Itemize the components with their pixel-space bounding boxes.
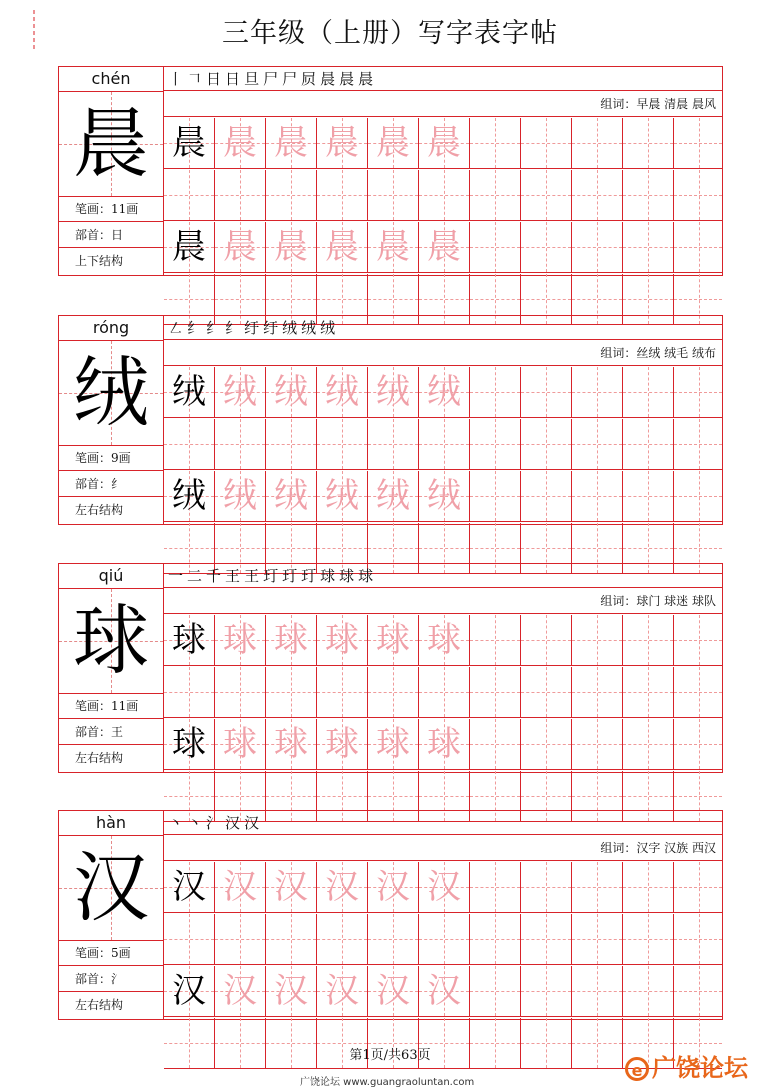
practice-cell[interactable] bbox=[317, 615, 368, 666]
stroke-step: 汉 bbox=[244, 814, 260, 832]
practice-cell[interactable] bbox=[215, 667, 266, 718]
trace-character: 球 bbox=[274, 724, 308, 764]
trace-character: 汉 bbox=[223, 867, 257, 907]
practice-cell[interactable] bbox=[572, 862, 623, 913]
structure: 左右结构 bbox=[75, 751, 124, 765]
practice-cell[interactable] bbox=[215, 615, 266, 666]
trace-character: 球 bbox=[325, 620, 359, 660]
trace-character: 球 bbox=[376, 620, 410, 660]
character-info-column bbox=[59, 67, 164, 275]
practice-cell[interactable] bbox=[317, 367, 368, 418]
practice-cell[interactable] bbox=[215, 471, 266, 522]
practice-cell[interactable] bbox=[215, 719, 266, 770]
practice-cell[interactable] bbox=[266, 118, 317, 169]
sample-character: 绒 bbox=[172, 476, 206, 516]
practice-cell[interactable] bbox=[266, 471, 317, 522]
practice-cell[interactable] bbox=[317, 471, 368, 522]
practice-cell[interactable] bbox=[266, 615, 317, 666]
stroke-step: 球 bbox=[320, 567, 336, 585]
practice-cell[interactable] bbox=[164, 367, 215, 418]
practice-grid bbox=[164, 222, 722, 326]
practice-cell[interactable] bbox=[215, 419, 266, 470]
pinyin: qiú bbox=[59, 564, 163, 589]
practice-cell[interactable] bbox=[419, 966, 470, 1017]
practice-cell[interactable] bbox=[215, 862, 266, 913]
practice-cell[interactable] bbox=[419, 914, 470, 965]
practice-cell[interactable] bbox=[470, 719, 521, 770]
practice-cell[interactable] bbox=[215, 222, 266, 273]
stroke-step: 尸 bbox=[263, 70, 279, 88]
practice-cell[interactable] bbox=[266, 367, 317, 418]
practice-cell[interactable] bbox=[623, 862, 674, 913]
practice-cell[interactable] bbox=[164, 966, 215, 1017]
practice-grid bbox=[164, 118, 722, 222]
stroke-order bbox=[164, 811, 722, 835]
practice-cell[interactable] bbox=[674, 118, 722, 169]
practice-cell[interactable] bbox=[317, 419, 368, 470]
practice-cell[interactable] bbox=[419, 862, 470, 913]
practice-cell[interactable] bbox=[368, 966, 419, 1017]
practice-cell[interactable] bbox=[215, 170, 266, 221]
practice-cell[interactable] bbox=[470, 966, 521, 1017]
practice-cell[interactable] bbox=[572, 966, 623, 1017]
practice-cell[interactable] bbox=[368, 419, 419, 470]
practice-cell[interactable] bbox=[470, 667, 521, 718]
stroke-step: 绒 bbox=[282, 319, 298, 337]
practice-cell[interactable] bbox=[419, 367, 470, 418]
trace-character: 绒 bbox=[223, 372, 257, 412]
trace-character: 球 bbox=[427, 620, 461, 660]
practice-cell[interactable] bbox=[164, 118, 215, 169]
practice-cell[interactable] bbox=[317, 966, 368, 1017]
model-character-box bbox=[59, 341, 163, 446]
practice-cell[interactable] bbox=[572, 170, 623, 221]
stroke-count: 笔画：5画 bbox=[59, 941, 163, 966]
trace-character: 汉 bbox=[376, 971, 410, 1011]
model-character: 球 bbox=[73, 596, 149, 685]
practice-cell[interactable] bbox=[521, 419, 572, 470]
trace-character: 晨 bbox=[376, 227, 410, 267]
practice-cell[interactable] bbox=[623, 170, 674, 221]
stroke-step: ㇜ bbox=[168, 319, 184, 337]
practice-cell[interactable] bbox=[572, 367, 623, 418]
practice-cell[interactable] bbox=[674, 170, 722, 221]
practice-cell[interactable] bbox=[572, 719, 623, 770]
character-info-column bbox=[59, 316, 164, 524]
model-character: 汉 bbox=[73, 843, 149, 932]
stroke-step: 纟 bbox=[187, 319, 203, 337]
stroke-step: 汉 bbox=[225, 814, 241, 832]
stroke-step: 纡 bbox=[244, 319, 260, 337]
practice-cell[interactable] bbox=[317, 914, 368, 965]
word-examples: 组词：汉字 汉族 西汉 bbox=[164, 836, 722, 861]
sample-character: 绒 bbox=[172, 372, 206, 412]
stroke-order bbox=[164, 316, 722, 340]
radical: 部首：日 bbox=[59, 223, 163, 248]
stroke-step: 𠃍 bbox=[187, 70, 203, 88]
structure: 左右结构 bbox=[75, 998, 124, 1012]
practice-grid bbox=[164, 719, 722, 823]
practice-cell[interactable] bbox=[368, 222, 419, 273]
trace-character: 绒 bbox=[376, 476, 410, 516]
practice-cell[interactable] bbox=[623, 914, 674, 965]
practice-cell[interactable] bbox=[368, 118, 419, 169]
sample-character: 球 bbox=[172, 724, 206, 764]
practice-cell[interactable] bbox=[623, 367, 674, 418]
trace-character: 汉 bbox=[223, 971, 257, 1011]
practice-cell[interactable] bbox=[419, 615, 470, 666]
practice-cell[interactable] bbox=[368, 615, 419, 666]
stroke-step: 玎 bbox=[301, 567, 317, 585]
radical: 部首：纟 bbox=[59, 472, 163, 497]
practice-cell[interactable] bbox=[521, 719, 572, 770]
practice-cell[interactable] bbox=[266, 719, 317, 770]
word-examples: 组词：丝绒 绒毛 绒布 bbox=[164, 341, 722, 366]
stroke-step: 日 bbox=[225, 70, 241, 88]
trace-character: 汉 bbox=[427, 971, 461, 1011]
pinyin: hàn bbox=[59, 811, 163, 836]
trace-character: 绒 bbox=[223, 476, 257, 516]
practice-cell[interactable] bbox=[521, 615, 572, 666]
practice-cell[interactable] bbox=[674, 667, 722, 718]
structure: 左右结构 bbox=[75, 503, 124, 517]
trace-character: 绒 bbox=[274, 476, 308, 516]
practice-cell[interactable] bbox=[623, 118, 674, 169]
stroke-step: 日 bbox=[206, 70, 222, 88]
practice-cell[interactable] bbox=[623, 419, 674, 470]
practice-cell[interactable] bbox=[164, 170, 215, 221]
trace-character: 晨 bbox=[274, 123, 308, 163]
trace-character: 绒 bbox=[274, 372, 308, 412]
character-block bbox=[58, 66, 723, 276]
structure: 上下结构 bbox=[75, 254, 124, 268]
stroke-step: 丶 bbox=[168, 814, 184, 832]
stroke-step: 晨 bbox=[358, 70, 374, 88]
model-character: 晨 bbox=[73, 99, 149, 188]
practice-cell[interactable] bbox=[521, 667, 572, 718]
practice-cell[interactable] bbox=[521, 170, 572, 221]
trace-character: 晨 bbox=[427, 123, 461, 163]
logo-text: 广饶论坛 bbox=[652, 1054, 748, 1082]
practice-cell[interactable] bbox=[266, 419, 317, 470]
practice-cell[interactable] bbox=[419, 118, 470, 169]
practice-cell[interactable] bbox=[266, 170, 317, 221]
practice-cell[interactable] bbox=[368, 170, 419, 221]
logo-e-icon: e bbox=[625, 1057, 649, 1081]
trace-character: 晨 bbox=[427, 227, 461, 267]
practice-cell[interactable] bbox=[623, 222, 674, 273]
page-title: 三年级（上册）写字表字帖 bbox=[222, 18, 558, 49]
practice-cell[interactable] bbox=[572, 222, 623, 273]
practice-cell[interactable] bbox=[521, 118, 572, 169]
stroke-step: 一 bbox=[168, 567, 184, 585]
trace-character: 球 bbox=[274, 620, 308, 660]
stroke-step: 氵 bbox=[206, 814, 222, 832]
practice-cell[interactable] bbox=[470, 222, 521, 273]
practice-cell[interactable] bbox=[674, 719, 722, 770]
practice-cell[interactable] bbox=[623, 471, 674, 522]
radical: 部首：王 bbox=[59, 720, 163, 745]
practice-cell[interactable] bbox=[521, 966, 572, 1017]
trace-character: 汉 bbox=[376, 867, 410, 907]
stroke-order bbox=[164, 564, 722, 588]
stroke-step: 纡 bbox=[263, 319, 279, 337]
practice-cell[interactable] bbox=[521, 471, 572, 522]
practice-cell[interactable] bbox=[215, 118, 266, 169]
practice-cell[interactable] bbox=[368, 719, 419, 770]
practice-cell[interactable] bbox=[572, 615, 623, 666]
practice-cell[interactable] bbox=[317, 170, 368, 221]
sample-character: 汉 bbox=[172, 971, 206, 1011]
stroke-step: 绒 bbox=[320, 319, 336, 337]
practice-cell[interactable] bbox=[419, 667, 470, 718]
trace-character: 球 bbox=[427, 724, 461, 764]
practice-cell[interactable] bbox=[674, 471, 722, 522]
practice-cell[interactable] bbox=[368, 862, 419, 913]
trace-character: 晨 bbox=[325, 227, 359, 267]
practice-grid bbox=[164, 862, 722, 966]
practice-cell[interactable] bbox=[521, 222, 572, 273]
practice-cell[interactable] bbox=[572, 471, 623, 522]
radical: 部首：氵 bbox=[59, 967, 163, 992]
stroke-step: 千 bbox=[206, 567, 222, 585]
sample-character: 晨 bbox=[172, 123, 206, 163]
trace-character: 晨 bbox=[223, 227, 257, 267]
practice-cell[interactable] bbox=[368, 914, 419, 965]
stroke-count: 笔画：9画 bbox=[59, 446, 163, 471]
practice-cell[interactable] bbox=[164, 862, 215, 913]
stroke-step: 尸 bbox=[282, 70, 298, 88]
trace-character: 球 bbox=[223, 724, 257, 764]
sample-character: 晨 bbox=[172, 227, 206, 267]
practice-cell[interactable] bbox=[470, 862, 521, 913]
trace-character: 汉 bbox=[274, 867, 308, 907]
trace-character: 晨 bbox=[274, 227, 308, 267]
practice-cell[interactable] bbox=[521, 367, 572, 418]
practice-cell[interactable] bbox=[317, 222, 368, 273]
stroke-count: 笔画：11画 bbox=[59, 694, 163, 719]
practice-cell[interactable] bbox=[368, 471, 419, 522]
practice-cell[interactable] bbox=[164, 615, 215, 666]
practice-cell[interactable] bbox=[623, 615, 674, 666]
practice-cell[interactable] bbox=[521, 914, 572, 965]
practice-cell[interactable] bbox=[674, 419, 722, 470]
practice-cell[interactable] bbox=[317, 719, 368, 770]
practice-cell[interactable] bbox=[674, 367, 722, 418]
practice-cell[interactable] bbox=[419, 719, 470, 770]
word-examples: 组词：球门 球迷 球队 bbox=[164, 589, 722, 614]
character-block bbox=[58, 810, 723, 1020]
stroke-step: 纟 bbox=[225, 319, 241, 337]
practice-cell[interactable] bbox=[215, 367, 266, 418]
corner-mark-icon bbox=[30, 10, 38, 52]
practice-cell[interactable] bbox=[572, 667, 623, 718]
site-logo bbox=[625, 1048, 748, 1083]
character-info-column bbox=[59, 564, 164, 772]
practice-cell[interactable] bbox=[623, 719, 674, 770]
stroke-step: 球 bbox=[339, 567, 355, 585]
trace-character: 绒 bbox=[376, 372, 410, 412]
stroke-step: 旦 bbox=[244, 70, 260, 88]
practice-cell[interactable] bbox=[215, 966, 266, 1017]
practice-grid bbox=[164, 471, 722, 575]
practice-cell[interactable] bbox=[266, 222, 317, 273]
stroke-step: 二 bbox=[187, 567, 203, 585]
practice-cell[interactable] bbox=[164, 667, 215, 718]
model-character-box bbox=[59, 92, 163, 197]
trace-character: 汉 bbox=[427, 867, 461, 907]
practice-cell[interactable] bbox=[419, 419, 470, 470]
practice-cell[interactable] bbox=[470, 615, 521, 666]
practice-cell[interactable] bbox=[419, 471, 470, 522]
practice-cell[interactable] bbox=[368, 667, 419, 718]
trace-character: 球 bbox=[223, 620, 257, 660]
stroke-step: 球 bbox=[358, 567, 374, 585]
practice-cell[interactable] bbox=[572, 419, 623, 470]
practice-cell[interactable] bbox=[317, 118, 368, 169]
practice-cell[interactable] bbox=[368, 367, 419, 418]
character-block bbox=[58, 563, 723, 773]
word-examples: 组词：早晨 清晨 晨风 bbox=[164, 92, 722, 117]
practice-cell[interactable] bbox=[164, 719, 215, 770]
practice-cell[interactable] bbox=[215, 914, 266, 965]
trace-character: 晨 bbox=[376, 123, 410, 163]
stroke-step: 玎 bbox=[282, 567, 298, 585]
character-info-column bbox=[59, 811, 164, 1019]
practice-cell[interactable] bbox=[674, 862, 722, 913]
character-block bbox=[58, 315, 723, 525]
practice-cell[interactable] bbox=[317, 667, 368, 718]
practice-cell[interactable] bbox=[521, 862, 572, 913]
model-character-box bbox=[59, 589, 163, 694]
practice-cell[interactable] bbox=[470, 471, 521, 522]
stroke-step: 王 bbox=[244, 567, 260, 585]
model-character-box bbox=[59, 836, 163, 941]
trace-character: 球 bbox=[376, 724, 410, 764]
practice-cell[interactable] bbox=[266, 914, 317, 965]
trace-character: 汉 bbox=[274, 971, 308, 1011]
practice-cell[interactable] bbox=[470, 419, 521, 470]
practice-grid bbox=[164, 367, 722, 471]
stroke-step: 绒 bbox=[301, 319, 317, 337]
practice-cell[interactable] bbox=[164, 914, 215, 965]
practice-cell[interactable] bbox=[623, 966, 674, 1017]
practice-cell[interactable] bbox=[266, 862, 317, 913]
site-watermark: 广饶论坛 www.guangraoluntan.com bbox=[300, 1077, 475, 1088]
stroke-count: 笔画：11画 bbox=[59, 197, 163, 222]
practice-cell[interactable] bbox=[572, 914, 623, 965]
stroke-step: 晨 bbox=[339, 70, 355, 88]
stroke-step: 丶 bbox=[187, 814, 203, 832]
practice-cell[interactable] bbox=[164, 222, 215, 273]
stroke-step: 晨 bbox=[320, 70, 336, 88]
trace-character: 汉 bbox=[325, 971, 359, 1011]
trace-character: 绒 bbox=[325, 476, 359, 516]
trace-character: 绒 bbox=[427, 476, 461, 516]
stroke-step: 纟 bbox=[206, 319, 222, 337]
stroke-step: 玎 bbox=[263, 567, 279, 585]
model-character: 绒 bbox=[73, 348, 149, 437]
practice-grid bbox=[164, 615, 722, 719]
stroke-step: 屃 bbox=[301, 70, 317, 88]
stroke-step: 丨 bbox=[168, 70, 184, 88]
trace-character: 晨 bbox=[325, 123, 359, 163]
trace-character: 球 bbox=[325, 724, 359, 764]
stroke-step: 王 bbox=[225, 567, 241, 585]
trace-character: 绒 bbox=[325, 372, 359, 412]
practice-cell[interactable] bbox=[572, 118, 623, 169]
pinyin: róng bbox=[59, 316, 163, 341]
trace-character: 汉 bbox=[325, 867, 359, 907]
pinyin: chén bbox=[59, 67, 163, 92]
practice-cell[interactable] bbox=[317, 862, 368, 913]
practice-cell[interactable] bbox=[164, 419, 215, 470]
trace-character: 绒 bbox=[427, 372, 461, 412]
practice-cell[interactable] bbox=[470, 118, 521, 169]
practice-cell[interactable] bbox=[470, 914, 521, 965]
practice-cell[interactable] bbox=[266, 667, 317, 718]
practice-cell[interactable] bbox=[419, 222, 470, 273]
practice-cell[interactable] bbox=[674, 615, 722, 666]
sample-character: 汉 bbox=[172, 867, 206, 907]
page-number: 第1页/共63页 bbox=[349, 1048, 431, 1063]
practice-cell[interactable] bbox=[164, 471, 215, 522]
practice-cell[interactable] bbox=[470, 170, 521, 221]
practice-cell[interactable] bbox=[266, 966, 317, 1017]
practice-cell[interactable] bbox=[419, 170, 470, 221]
trace-character: 晨 bbox=[223, 123, 257, 163]
practice-cell[interactable] bbox=[674, 914, 722, 965]
practice-cell[interactable] bbox=[674, 966, 722, 1017]
practice-cell[interactable] bbox=[674, 222, 722, 273]
practice-cell[interactable] bbox=[470, 367, 521, 418]
practice-cell[interactable] bbox=[623, 667, 674, 718]
stroke-order bbox=[164, 67, 722, 91]
sample-character: 球 bbox=[172, 620, 206, 660]
